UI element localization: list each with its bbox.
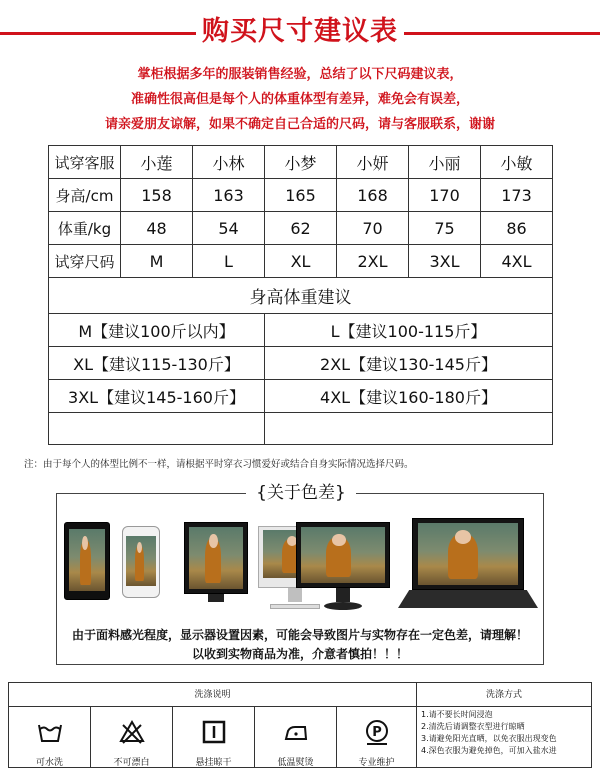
care-symbol-label: 低温熨烫 [277, 758, 314, 768]
table-row-models [49, 146, 553, 179]
intro-line: 准确性很高但是每个人的体重体型有差异，难免会有误差， [130, 92, 469, 107]
height-cell: 165 [265, 179, 337, 212]
model-name: 小林 [193, 146, 265, 179]
row-label: 试穿客服 [49, 146, 121, 179]
title-banner [0, 14, 600, 50]
intro-line: 掌柜根据多年的服装销售经验，总结了以下尺码建议表， [137, 67, 463, 82]
empty-cell [265, 413, 553, 445]
size-cell: L [193, 245, 265, 278]
care-method-item: 3.请避免阳光直晒，以免衣服出现变色 [421, 734, 557, 743]
care-method-item: 1.请不要长时间浸泡 [421, 710, 493, 719]
care-symbol-hang-dry [173, 707, 255, 768]
intro-text [0, 62, 600, 137]
care-instructions-title: 洗涤说明 [9, 683, 417, 707]
table-row-recommendation [49, 314, 553, 347]
height-cell: 168 [337, 179, 409, 212]
table-row-heights [49, 179, 553, 212]
low-iron-icon [283, 719, 309, 745]
size-cell: 2XL [337, 245, 409, 278]
row-label: 身高/cm [49, 179, 121, 212]
care-symbol-professional [337, 707, 417, 768]
monitor-device-icon [184, 522, 248, 602]
laptop-device-icon [398, 518, 538, 616]
table-row-empty [49, 413, 553, 445]
weight-cell: 75 [409, 212, 481, 245]
empty-cell [49, 413, 265, 445]
care-symbol-washable [9, 707, 91, 768]
color-difference-text [56, 626, 544, 664]
hang-dry-icon [201, 719, 227, 745]
recommendation-cell: 2XL【建议130-145斤】 [265, 347, 553, 380]
color-note-line: 以收到实物商品为准，介意者慎拍！！！ [191, 647, 408, 661]
table-row-recommendation [49, 380, 553, 413]
height-cell: 173 [481, 179, 553, 212]
recommendation-cell: XL【建议115-130斤】 [49, 347, 265, 380]
hand-wash-icon [37, 719, 63, 745]
size-note: 注：由于每个人的体型比例不一样，请根据平时穿衣习惯爱好或结合自身实际情况选择尺码。 [24, 459, 414, 470]
phone-device-icon [122, 526, 160, 598]
title-divider-right [404, 32, 600, 35]
height-cell: 163 [193, 179, 265, 212]
weight-cell: 48 [121, 212, 193, 245]
table-row-sizes [49, 245, 553, 278]
color-note-line: 由于面料感光程度，显示器设置因素，可能会导致图片与实物存在一定色差，请理解！ [71, 628, 528, 642]
weight-cell: 54 [193, 212, 265, 245]
care-method-list [421, 709, 591, 757]
size-cell: 4XL [481, 245, 553, 278]
table-row-recommendation [49, 347, 553, 380]
table-row-weights [49, 212, 553, 245]
size-chart-table [48, 145, 553, 445]
recommendation-cell: M【建议100斤以内】 [49, 314, 265, 347]
care-symbol-low-iron [255, 707, 337, 768]
svg-text:P: P [371, 725, 382, 740]
care-method-title: 洗涤方式 [417, 683, 591, 707]
size-cell: 3XL [409, 245, 481, 278]
height-cell: 170 [409, 179, 481, 212]
care-method-item: 4.深色衣服为避免掉色，可加入盐水进 [421, 746, 557, 755]
recommendation-cell: 4XL【建议160-180斤】 [265, 380, 553, 413]
no-bleach-icon [119, 719, 145, 745]
care-symbol-label: 专业维护 [358, 758, 395, 768]
care-symbol-label: 可水洗 [35, 758, 63, 768]
row-label: 试穿尺码 [49, 245, 121, 278]
care-symbol-label: 不可漂白 [113, 758, 150, 768]
care-method-item: 2.清洗后请调整衣型进行晾晒 [421, 722, 525, 731]
professional-care-icon [363, 719, 391, 747]
recommendation-cell: L【建议100-115斤】 [265, 314, 553, 347]
weight-cell: 86 [481, 212, 553, 245]
model-name: 小莲 [121, 146, 193, 179]
title-divider-left [0, 32, 196, 35]
care-symbol-label: 悬挂晾干 [195, 758, 232, 768]
color-difference-title: {关于色差} [246, 482, 356, 504]
tablet-device-icon [64, 522, 110, 600]
device-lineup [64, 518, 544, 618]
care-instructions-table [8, 682, 592, 768]
page-title: 购买尺寸建议表 [202, 16, 398, 47]
size-cell: XL [265, 245, 337, 278]
table-row-section-title [49, 278, 553, 314]
size-cell: M [121, 245, 193, 278]
model-name: 小梦 [265, 146, 337, 179]
recommendation-cell: 3XL【建议145-160斤】 [49, 380, 265, 413]
care-symbol-no-bleach [91, 707, 173, 768]
section-title: 身高体重建议 [49, 278, 553, 314]
model-name: 小敏 [481, 146, 553, 179]
widescreen-monitor-icon [296, 522, 390, 614]
row-label: 体重/kg [49, 212, 121, 245]
weight-cell: 62 [265, 212, 337, 245]
intro-line: 请亲爱朋友谅解，如果不确定自己合适的尺码，请与客服联系，谢谢 [104, 117, 495, 132]
model-name: 小丽 [409, 146, 481, 179]
model-name: 小妍 [337, 146, 409, 179]
weight-cell: 70 [337, 212, 409, 245]
height-cell: 158 [121, 179, 193, 212]
